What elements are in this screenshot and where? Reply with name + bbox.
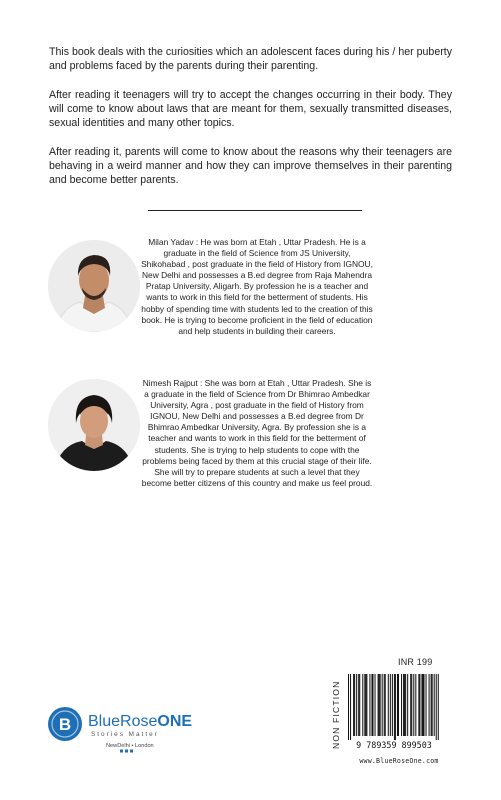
publisher-name-part1: BlueRose	[88, 713, 158, 730]
description-paragraph-3: After reading it, parents will come to know about the reasons why their teenagers are behaving in a weird manner and how they can improve themselves in their parenting and become better parents.	[49, 146, 452, 186]
publisher-logo	[47, 704, 237, 754]
barcode-bar	[423, 674, 424, 736]
barcode-bar	[404, 674, 405, 736]
barcode-bar	[372, 674, 373, 736]
svg-text:B: B	[58, 715, 72, 734]
author-bio-nimesh: Nimesh Rajput : She was born at Etah , Uttar Pradesh. She is a graduate in the field of Science from Dr Bhimrao Ambedkar University, Agra , post graduate in the field of History from IGNOU, New Delhi and possesses a B.ed degree from Dr Bhimrao Ambedkar University, Agra. By profession she is a teacher and wants to work in this field for the betterment of students. She is trying to help students to cope with the problems being faced by them at this crucial stage of their life. She will try to prepare students at such a level that they become better citizens of this country and make us feel proud.	[141, 378, 373, 488]
isbn-digits: 9 789359 899503	[356, 740, 432, 750]
author-photo-milan	[48, 240, 140, 332]
description-paragraph-1: This book deals with the curiosities which an adolescent faces during his / her puberty and problems faced by the parents during their parenting.	[49, 46, 452, 72]
author-photo-nimesh	[48, 379, 140, 471]
publisher-locations: NewDelhi • London	[106, 743, 154, 749]
svg-text:BlueRoseONE	[88, 713, 192, 730]
barcode-bar	[353, 674, 354, 736]
barcode-bar	[385, 674, 386, 736]
barcode-bar	[426, 674, 427, 736]
barcode-bar	[362, 674, 363, 736]
barcode-bar	[397, 674, 398, 736]
barcode-bar	[371, 674, 372, 736]
barcode-bar	[359, 674, 360, 736]
barcode-bar	[384, 674, 385, 736]
barcode-bar	[380, 674, 381, 736]
barcode-bar	[395, 674, 396, 740]
description-paragraph-2: After reading it teenagers will try to accept the changes occurring in their body. They will come to know about laws that are meant for them, sexually transmitted diseases, sexual identities and many other topics.	[49, 89, 452, 129]
barcode-bar	[378, 674, 379, 736]
barcode-bar	[421, 674, 422, 736]
barcode-bar	[366, 674, 367, 736]
price-label: INR 199	[398, 657, 433, 667]
barcode-bar	[348, 674, 349, 740]
barcode-bar	[403, 674, 404, 736]
isbn-barcode	[344, 670, 444, 750]
barcode-bar	[390, 674, 391, 736]
author-bio-milan: Milan Yadav : He was born at Etah , Uttar Pradesh. He is a graduate in the field of Science from JS University, Shikohabad , post graduate in the field of History from IGNOU, New Delhi and possesses a B.ed degree from Raja Mahendra Pratap University, Aligarh. By profession he is a teacher and wants to work in this field for the betterment of students. His hobby of spending time with students led to the creation of this book. He is trying to become proficient in the field of education and help students in building their careers.	[141, 237, 373, 336]
barcode-bar	[392, 674, 393, 736]
barcode-bar	[419, 674, 420, 736]
barcode-bar	[429, 674, 430, 736]
barcode-bar	[438, 674, 439, 740]
barcode-bar	[422, 674, 423, 736]
barcode-bar	[369, 674, 370, 736]
barcode-bar	[394, 674, 395, 740]
barcode-bar	[379, 674, 380, 736]
barcode-bar	[354, 674, 355, 736]
barcode-bar	[364, 674, 365, 736]
barcode-bar	[415, 674, 416, 736]
barcode-bar	[365, 674, 366, 736]
publisher-tagline: Stories Matter	[91, 731, 159, 738]
barcode-bar	[382, 674, 383, 736]
social-icon	[125, 750, 128, 753]
barcode-bar	[436, 674, 437, 740]
barcode-bar	[434, 674, 435, 736]
barcode-bar	[375, 674, 376, 736]
barcode-bar	[418, 674, 419, 736]
publisher-website: www.BlueRoseOne.com	[359, 757, 439, 765]
social-icon	[130, 750, 133, 753]
barcode-bar	[356, 674, 357, 736]
barcode-bar	[407, 674, 408, 736]
barcode-bar	[401, 674, 402, 736]
barcode-bar	[413, 674, 414, 736]
barcode-bar	[350, 674, 351, 740]
divider-line	[148, 210, 362, 211]
barcode-bar	[431, 674, 432, 736]
social-icon	[120, 750, 123, 753]
barcode-bar	[398, 674, 399, 736]
barcode-bar	[432, 674, 433, 736]
barcode-bar	[358, 674, 359, 736]
genre-label: NON FICTION	[331, 680, 341, 750]
barcode-bar	[410, 674, 411, 736]
barcode-bar	[411, 674, 412, 736]
barcode-bar	[405, 674, 406, 736]
barcode-bar	[388, 674, 389, 736]
publisher-name-part2: ONE	[157, 713, 193, 730]
